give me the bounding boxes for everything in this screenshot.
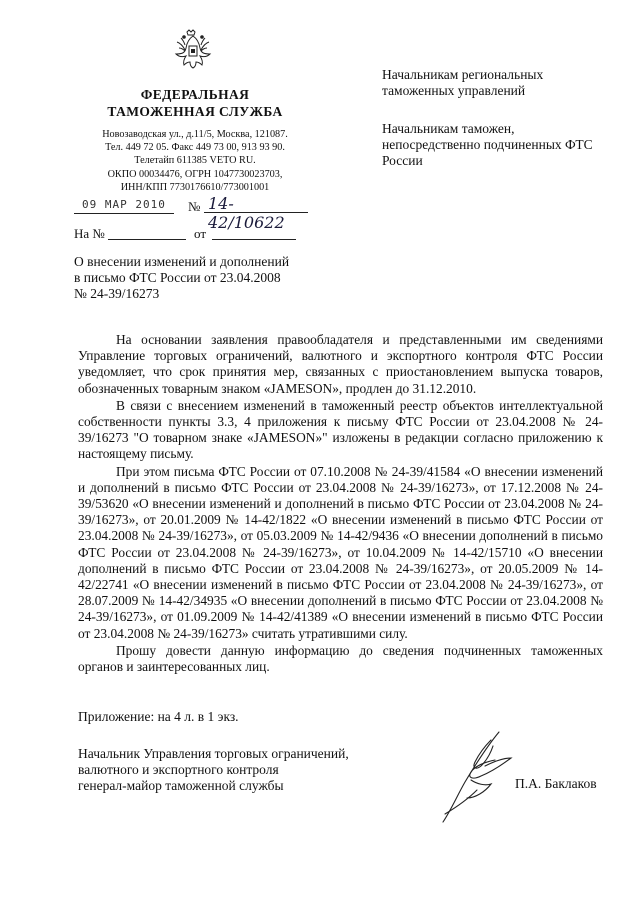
number-sign: № [188,199,201,214]
signer-title-block [78,746,378,794]
handwritten-reg-number: 14-42/10622 [204,194,308,213]
subject-line: в письмо ФТС России от 23.04.2008 [74,270,281,285]
body-paragraph: В связи с внесением изменений в таможенный реестр объектов интеллектуальной собственности пункты 3.3, 4 приложения к письму ФТС России от 23.04.2008 № 24-39/16273 "О товарном знаке «JAMESON»" изложены в редакции согласно приложению к настоящему письму. [78,397,603,462]
double-headed-eagle-emblem-icon [173,28,213,74]
org-address-block [70,128,320,194]
signer-title-line: генерал-майор таможенной службы [78,778,284,793]
signer-title-line: валютного и экспортного контроля [78,762,279,777]
date-stamp: 09 МАР 2010 [82,198,166,211]
org-name-block [100,86,290,120]
attachment-note: Приложение: на 4 л. в 1 экз. [78,709,239,724]
letter-body [78,332,603,676]
addressee-line: Начальникам региональных [382,67,544,82]
ref-date-blank [212,239,296,240]
body-paragraph: Прошу довести данную информацию до сведения подчиненных таможенных органов и заинтересованных лиц. [78,642,603,675]
addressee-customs [382,121,612,169]
org-address-line: ИНН/КПП 7730176610/773001001 [120,181,270,193]
org-address-line: Новозаводская ул., д.11/5, Москва, 121087. [102,129,288,140]
subject-line: № 24-39/16273 [74,286,160,301]
signer-title-line: Начальник Управления торговых ограничений, [78,746,349,761]
ref-number-blank [108,239,186,240]
reference-line [74,226,304,242]
signer-name: П.А. Баклаков [515,776,597,791]
ref-date-label: от [194,226,207,241]
addressee-regional [382,67,612,99]
org-name-line1: ФЕДЕРАЛЬНАЯ [140,87,250,102]
addressee-line: непосредственно подчиненных ФТС [382,137,593,152]
addressee-line: России [382,153,423,168]
org-name-line2: ТАМОЖЕННАЯ СЛУЖБА [107,104,283,119]
org-address-line: Телетайп 611385 VETO RU. [134,155,256,167]
body-paragraph: При этом письма ФТС России от 07.10.2008 № 24-39/41584 «О внесении изменений и дополнений в письмо ФТС России от 23.04.2008 № 24-39/16273», от 17.12.2008 № 24-39/53620 «О внесении изменений и дополнений в письмо ФТС России от 23.04.2008 № 24-39/16273», от 20.01.2009 № 14-42/1822 «О внесении изменений в письмо ФТС России от 23.04.2008 № 24-39/16273», от 05.03.2009 № 14-42/9436 «О внесении дополнений в письмо ФТС России от 23.04.2008 № 24-39/16273», от 10.04.2009 № 14-42/15710 «О внесении дополнений в письмо ФТС России от 23.04.2008 № 24-39/16273», от 20.05.2009 № 14-42/22741 «О внесении изменений в письмо ФТС России от 23.04.2008 № 24-39/16273», от 28.07.2009 № 14-42/34935 «О внесении дополнений в письмо ФТС России от 23.04.2008 № 24-39/16273», от 01.09.2009 № 14-42/41389 «О внесении изменений в письмо ФТС России от 23.04.2008 № 24-39/16273» считать утратившими силу. [78,463,603,641]
addressee-line: таможенных управлений [382,83,526,98]
body-paragraph: На основании заявления правообладателя и представленными им сведениями Управление торговых ограничений, валютного и экспортного контроля ФТС России уведомляет, что срок принятия мер, связанных с приостановлением выпуска товаров, обозначенных товарным знаком «JAMESON», продлен до 31.12.2010. [78,332,603,396]
registration-line [74,194,304,232]
org-address-line: Тел. 449 72 05. Факс 449 73 00, 913 93 90. [105,142,285,154]
org-address-line: ОКПО 00034476, ОГРН 1047730023703, [107,168,283,180]
ref-number-label: На № [74,226,105,241]
addressee-line: Начальникам таможен, [382,121,515,136]
subject-block [74,254,334,302]
subject-line: О внесении изменений и дополнений [74,254,290,269]
date-underline [74,213,174,214]
